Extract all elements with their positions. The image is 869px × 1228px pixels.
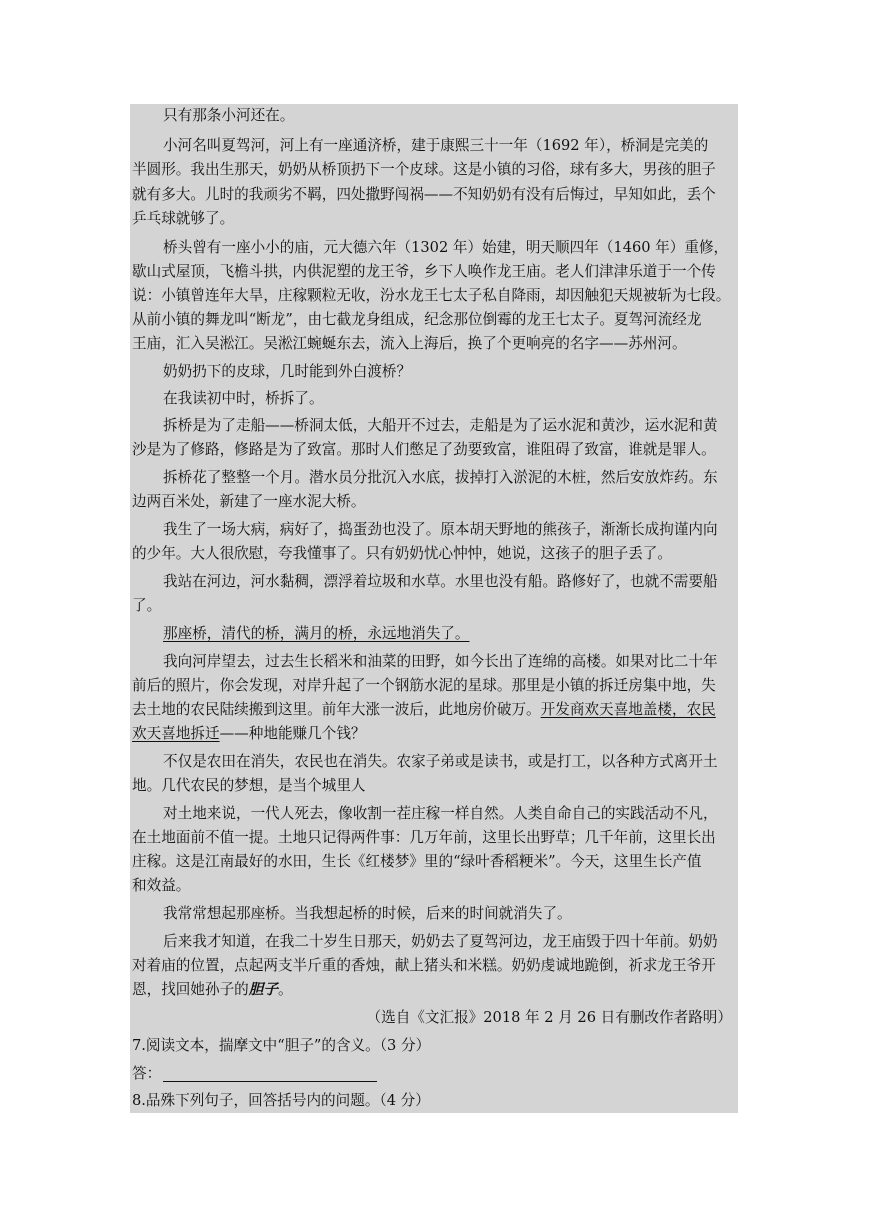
paragraph-line: 拆桥花了整整一个月。潜水员分批沉入水底，拔掉打入淤泥的木桩，然后安放炸药。东 xyxy=(163,469,718,486)
answer-blank[interactable] xyxy=(163,1067,377,1082)
emphasized-word: 胆子 xyxy=(248,981,278,998)
paragraph-line xyxy=(163,622,469,646)
paragraph-line xyxy=(132,978,293,1002)
paragraph-line: 不仅是农田在消失，农民也在消失。农家子弟或是读书，或是打工，以各种方式离开土 xyxy=(163,753,718,770)
paragraph-line: 拆桥是为了走船——桥洞太低，大船开不过去，走船是为了运水泥和黄沙，运水泥和黄 xyxy=(163,417,718,434)
paragraph-line: 就有多大。儿时的我顽劣不羁，四处撒野闯祸——不知奶奶有没有后悔过，早知如此，丢个 xyxy=(132,186,716,203)
paragraph-line: 小河名叫夏驾河，河上有一座通济桥，建于康熙三十一年（1692 年），桥洞是完美的 xyxy=(163,137,709,154)
paragraph-line: 王庙，汇入吴淞江。吴淞江蜿蜒东去，流入上海后，换了个更响亮的名字——苏州河。 xyxy=(132,335,687,352)
paragraph-line: 前后的照片，你会发现，对岸升起了一个钢筋水泥的星球。那里是小镇的拆迁房集中地，失 xyxy=(132,677,716,694)
paragraph-line: 只有那条小河还在。 xyxy=(163,107,295,124)
paragraph-line: 的少年。大人很欣慰，夸我懂事了。只有奶奶忧心忡忡，她说，这孩子的胆子丢了。 xyxy=(132,545,672,562)
paragraph-line: 我站在河边，河水黏稠，漂浮着垃圾和水草。水里也没有船。路修好了，也就不需要船 xyxy=(163,573,718,590)
text-run: ——种地能赚几个钱？ xyxy=(219,725,366,742)
paragraph-line: 奶奶扔下的皮球，几时能到外白渡桥？ xyxy=(163,363,412,380)
text-run: 恩，找回她孙子的 xyxy=(132,981,249,998)
paragraph-line: 从前小镇的舞龙叫“断龙”，由七截龙身组成，纪念那位倒霉的龙王七太子。夏驾河流经龙 xyxy=(132,311,702,328)
paragraph-line: 后来我才知道，在我二十岁生日那天，奶奶去了夏驾河边，龙王庙毁于四十年前。奶奶 xyxy=(163,933,718,950)
paragraph-line: 乒乓球就够了。 xyxy=(132,210,235,227)
answer-row xyxy=(132,1062,377,1086)
paragraph-line xyxy=(132,698,716,722)
paragraph-line: 对着庙的位置，点起两支半斤重的香烛，献上猪头和米糕。奶奶虔诚地跪倒，祈求龙王爷开 xyxy=(132,957,716,974)
underlined-sentence: 欢天喜地拆迁 xyxy=(132,725,220,742)
paragraph-line: 我向河岸望去，过去生长稻米和油菜的田野，如今长出了连绵的高楼。如果对比二十年 xyxy=(163,653,718,670)
paragraph-line: 半圆形。我出生那天，奶奶从桥顶扔下一个皮球。这是小镇的习俗，球有多大，男孩的胆子 xyxy=(132,161,716,178)
paragraph-line: 庄稼。这是江南最好的水田，生长《红楼梦》里的“绿叶香稻粳米”。今天，这里生长产值 xyxy=(132,853,702,870)
underlined-sentence: 开发商欢天喜地盖楼，农民 xyxy=(540,701,716,718)
document-page xyxy=(130,104,738,1113)
answer-label: 答： xyxy=(132,1065,162,1082)
text-run: 去土地的农民陆续搬到这里。前年大涨一波后，此地房价破万。 xyxy=(132,701,541,718)
paragraph-line: 在土地面前不值一提。土地只记得两件事：几万年前，这里长出野草；几千年前，这里长出 xyxy=(132,829,716,846)
question-8: 8.品殊下列句子，回答括号内的问题。（4 分） xyxy=(132,1092,430,1109)
question-7: 7.阅读文本，揣摩文中“胆子”的含义。（3 分） xyxy=(132,1037,431,1054)
paragraph-line: 边两百米处，新建了一座水泥大桥。 xyxy=(132,493,366,510)
underlined-sentence: 那座桥，清代的桥，满月的桥，永远地消失了。 xyxy=(163,625,470,642)
paragraph-line: 在我读初中时，桥拆了。 xyxy=(163,390,324,407)
paragraph-line: 地。几代农民的梦想，是当个城里人 xyxy=(132,777,366,794)
source-citation: （选自《文汇报》2018 年 2 月 26 日有删改作者路明） xyxy=(366,1009,732,1026)
paragraph-line: 歇山式屋顶，飞檐斗拱，内供泥塑的龙王爷，乡下人唤作龙王庙。老人们津津乐道于一个传 xyxy=(132,263,716,280)
paragraph-line: 了。 xyxy=(132,597,162,614)
paragraph-line: 我常常想起那座桥。当我想起桥的时候，后来的时间就消失了。 xyxy=(163,905,572,922)
paragraph-line xyxy=(132,722,366,746)
text-run: 。 xyxy=(277,981,293,998)
paragraph-line: 我生了一场大病，病好了，捣蛋劲也没了。原本胡天野地的熊孩子，渐渐长成拘谨内向 xyxy=(163,521,718,538)
paragraph-line: 对土地来说，一代人死去，像收割一茬庄稼一样自然。人类自命自己的实践活动不凡， xyxy=(163,805,718,822)
paragraph-line: 和效益。 xyxy=(132,877,191,894)
paragraph-line: 桥头曾有一座小小的庙，元大德六年（1302 年）始建，明天顺四年（1460 年）重修， xyxy=(163,239,729,256)
paragraph-line: 沙是为了修路，修路是为了致富。那时人们憋足了劲要致富，谁阻碍了致富，谁就是罪人。 xyxy=(132,441,716,458)
paragraph-line: 说：小镇曾连年大旱，庄稼颗粒无收，汾水龙王七太子私自降雨，却因触犯天规被斩为七段。 xyxy=(132,287,731,304)
